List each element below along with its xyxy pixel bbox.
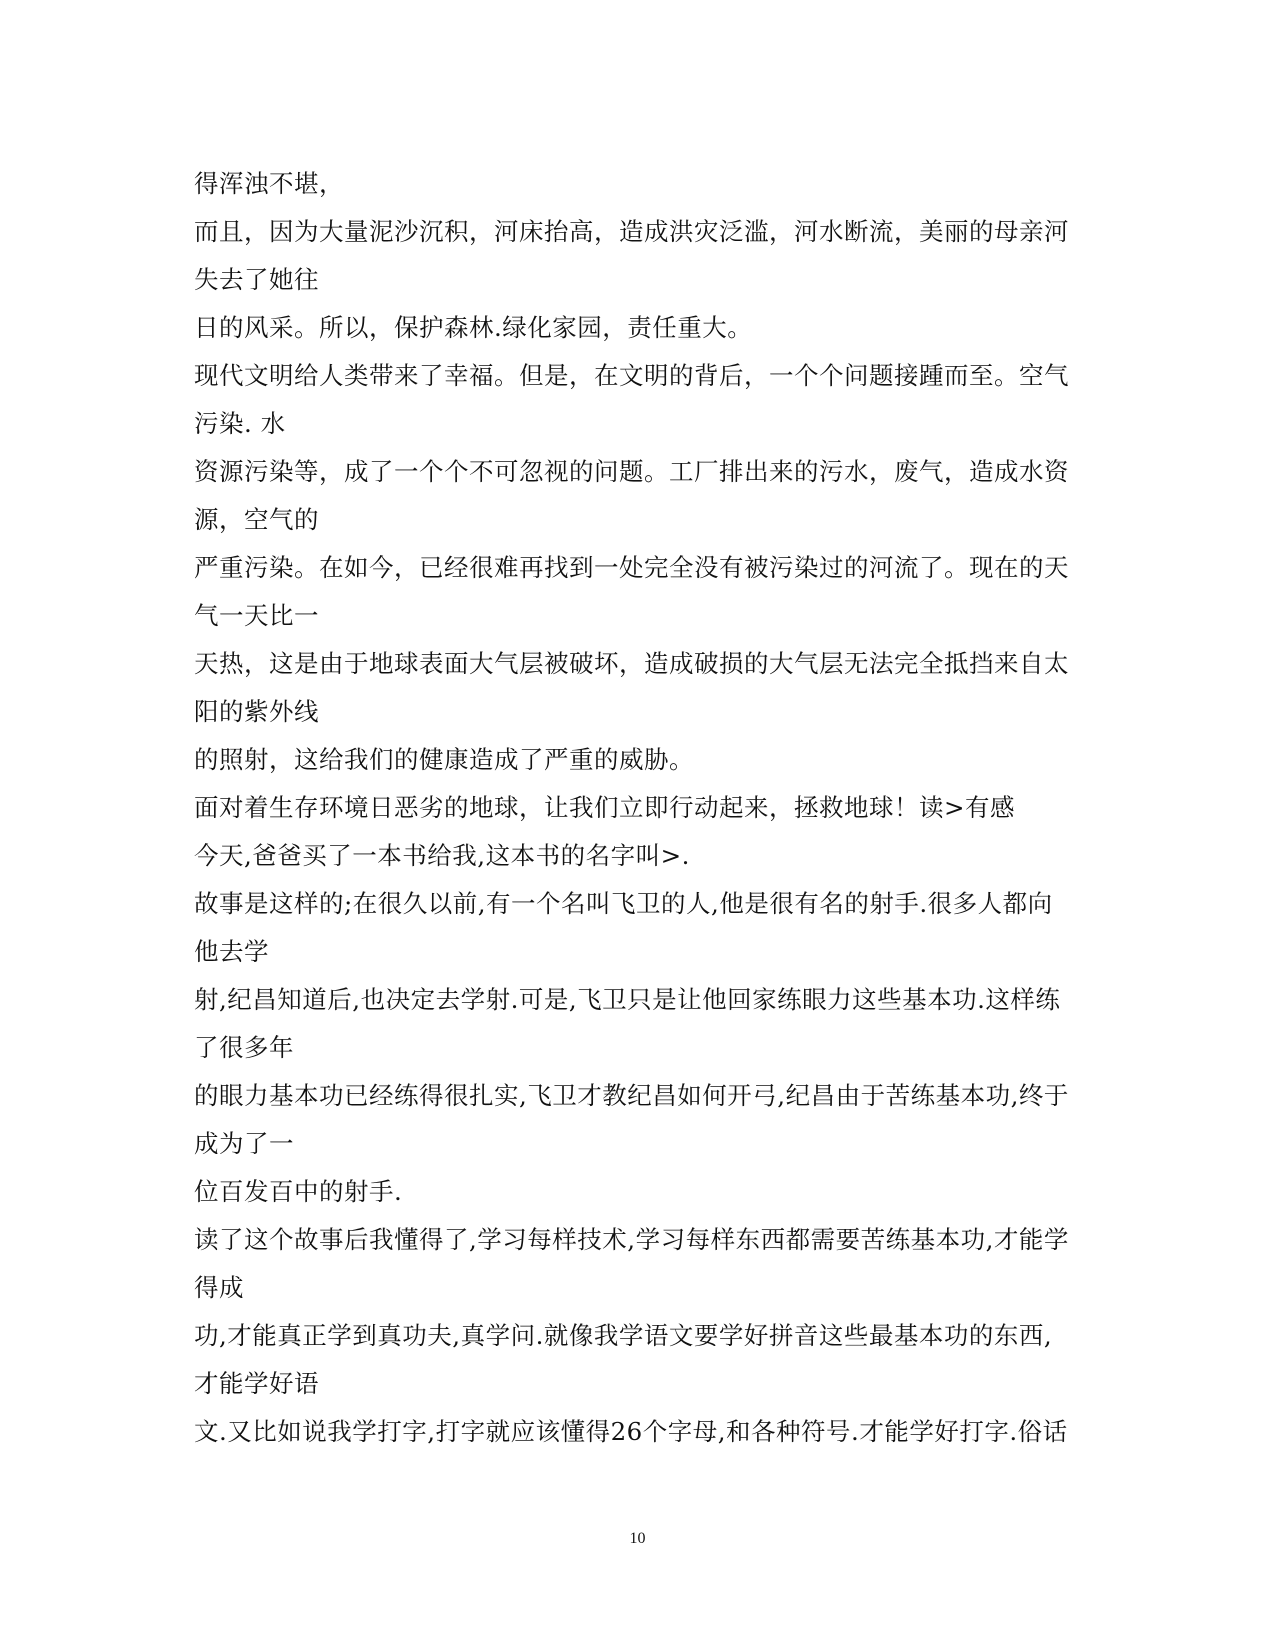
text-line: 源，空气的 bbox=[194, 505, 319, 534]
text-line: 严重污染。在如今，已经很难再找到一处完全没有被污染过的河流了。现在的天 bbox=[194, 553, 1069, 582]
text-line: 的眼力基本功已经练得很扎实,飞卫才教纪昌如何开弓,纪昌由于苦练基本功,终于 bbox=[194, 1081, 1069, 1110]
text-line: 才能学好语 bbox=[194, 1369, 319, 1398]
text-line: 天热，这是由于地球表面大气层被破坏，造成破损的大气层无法完全抵挡来自太 bbox=[194, 649, 1069, 678]
text-line: 文.又比如说我学打字,打字就应该懂得26个字母,和各种符号.才能学好打字.俗话 bbox=[194, 1417, 1068, 1446]
text-line: 他去学 bbox=[194, 937, 269, 966]
text-line: 资源污染等，成了一个个不可忽视的问题。工厂排出来的污水，废气，造成水资 bbox=[194, 457, 1069, 486]
text-line: 今天,爸爸买了一本书给我,这本书的名字叫>. bbox=[194, 841, 690, 870]
text-line: 得浑浊不堪， bbox=[194, 169, 344, 198]
text-line: 失去了她往 bbox=[194, 265, 319, 294]
text-line: 了很多年 bbox=[194, 1033, 294, 1062]
text-line: 射,纪昌知道后,也决定去学射.可是,飞卫只是让他回家练眼力这些基本功.这样练 bbox=[194, 985, 1061, 1014]
text-line: 面对着生存环境日恶劣的地球，让我们立即行动起来，拯救地球！读>有感 bbox=[194, 793, 1016, 822]
text-line: 阳的紫外线 bbox=[194, 697, 319, 726]
document-body bbox=[194, 160, 1094, 1456]
text-line: 得成 bbox=[194, 1273, 244, 1302]
text-line: 成为了一 bbox=[194, 1129, 294, 1158]
text-line: 日的风采。所以，保护森林.绿化家园，责任重大。 bbox=[194, 313, 753, 342]
text-line: 故事是这样的;在很久以前,有一个名叫飞卫的人,他是很有名的射手.很多人都向 bbox=[194, 889, 1053, 918]
text-line: 现代文明给人类带来了幸福。但是，在文明的背后，一个个问题接踵而至。空气 bbox=[194, 361, 1069, 390]
text-line: 位百发百中的射手. bbox=[194, 1177, 403, 1206]
text-line: 的照射，这给我们的健康造成了严重的威胁。 bbox=[194, 745, 694, 774]
text-line: 污染. 水 bbox=[194, 409, 286, 438]
text-line: 功,才能真正学到真功夫,真学问.就像我学语文要学好拼音这些最基本功的东西, bbox=[194, 1321, 1053, 1350]
page-number: 10 bbox=[629, 1530, 646, 1547]
text-line: 气一天比一 bbox=[194, 601, 319, 630]
text-line: 而且，因为大量泥沙沉积，河床抬高，造成洪灾泛滥，河水断流，美丽的母亲河 bbox=[194, 217, 1069, 246]
text-line: 读了这个故事后我懂得了,学习每样技术,学习每样东西都需要苦练基本功,才能学 bbox=[194, 1225, 1069, 1254]
